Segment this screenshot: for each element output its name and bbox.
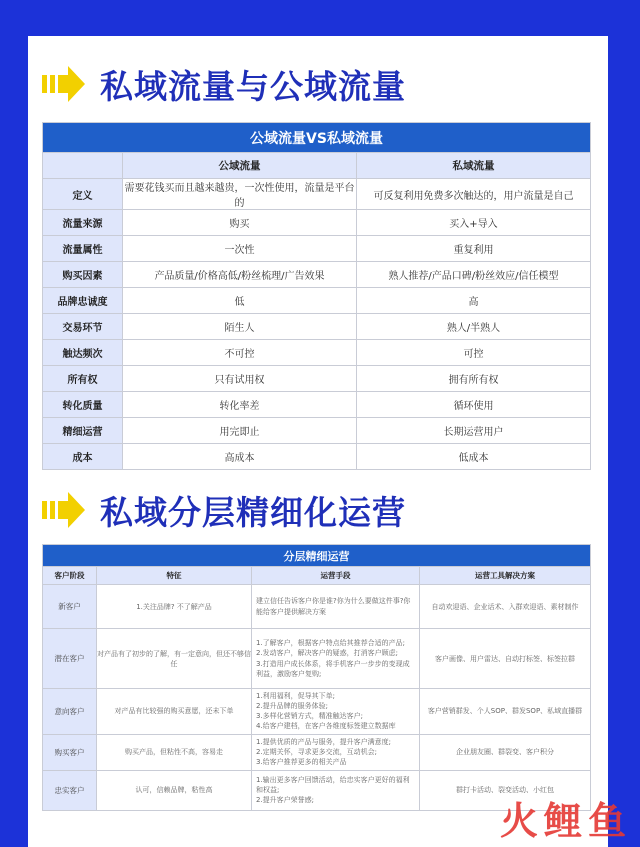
comparison-cell: 一次性 [123, 236, 357, 262]
section1-title: 私域流量与公域流量 [100, 66, 406, 106]
table-row [43, 236, 591, 262]
comparison-cell: 低成本 [357, 444, 591, 470]
operation-row-header: 潜在客户 [43, 629, 97, 689]
comparison-table [42, 122, 591, 470]
table-row [43, 418, 591, 444]
comparison-cell: 循环使用 [357, 392, 591, 418]
section1-header [42, 62, 406, 106]
operation-table-caption: 分层精细运营 [43, 545, 591, 567]
comparison-row-header: 流量来源 [43, 210, 123, 236]
comparison-cell: 熟人推荐/产品口碑/粉丝效应/信任模型 [357, 262, 591, 288]
comparison-cell: 可控 [357, 340, 591, 366]
comparison-cell: 陌生人 [123, 314, 357, 340]
operation-cell: 对产品有了初步的了解，有一定意向，但还不够信任 [97, 629, 252, 689]
comparison-cell: 买入+导入 [357, 210, 591, 236]
table-row [43, 210, 591, 236]
operation-cell: 客户画像、用户雷达、自动打标签、标签拉群 [420, 629, 591, 689]
table-row [43, 288, 591, 314]
table-row [43, 629, 591, 689]
operation-row-header: 意向客户 [43, 689, 97, 735]
comparison-cell: 拥有所有权 [357, 366, 591, 392]
operation-cell: 购买产品，但粘性不高，容易走 [97, 734, 252, 770]
comparison-column-header [43, 153, 123, 179]
comparison-cell: 转化率差 [123, 392, 357, 418]
table-row [43, 689, 591, 735]
operation-cell: 群打卡活动、裂变活动、小红包 [420, 770, 591, 810]
watermark-logo: 火鲤鱼 [499, 799, 632, 843]
operation-cell: 1.提供优质的产品与服务，提升客户满意度; 2.定期关怀，寻求更多交流，互动机会; 3.给客户推荐更多的相关产品 [252, 734, 420, 770]
section2-header [42, 488, 406, 532]
comparison-row-header: 品牌忠诚度 [43, 288, 123, 314]
comparison-cell: 高成本 [123, 444, 357, 470]
operation-column-header: 客户阶段 [43, 567, 97, 585]
operation-cell: 对产品有比较强的购买意愿，还未下单 [97, 689, 252, 735]
operation-column-header: 特征 [97, 567, 252, 585]
operation-row-header: 新客户 [43, 585, 97, 629]
comparison-cell: 不可控 [123, 340, 357, 366]
comparison-cell: 产品质量/价格高低/粉丝梳理/广告效果 [123, 262, 357, 288]
comparison-cell: 可反复利用免费多次触达的，用户流量是自己 [357, 179, 591, 210]
arrow-right-icon [42, 64, 86, 104]
operation-table [42, 544, 591, 811]
comparison-row-header: 流量属性 [43, 236, 123, 262]
comparison-cell: 长期运营用户 [357, 418, 591, 444]
comparison-cell: 高 [357, 288, 591, 314]
comparison-table-caption: 公域流量VS私域流量 [43, 123, 591, 153]
comparison-row-header: 所有权 [43, 366, 123, 392]
table-row [43, 734, 591, 770]
operation-cell: 1.利用福利，促导其下单; 2.提升品牌的服务体验; 3.多样化营销方式，精准触达客户; 4.给客户建档，在客户各维度标签建立数据库 [252, 689, 420, 735]
arrow-right-icon [42, 490, 86, 530]
comparison-cell: 用完即止 [123, 418, 357, 444]
comparison-cell: 熟人/半熟人 [357, 314, 591, 340]
comparison-cell: 只有试用权 [123, 366, 357, 392]
table-row [43, 585, 591, 629]
comparison-column-header: 私域流量 [357, 153, 591, 179]
comparison-row-header: 精细运营 [43, 418, 123, 444]
operation-cell: 1.输出更多客户回馈活动，给忠实客户更好的福利和权益; 2.提升客户荣誉感; [252, 770, 420, 810]
table-row [43, 340, 591, 366]
table-row [43, 392, 591, 418]
comparison-row-header: 触达频次 [43, 340, 123, 366]
comparison-cell: 重复利用 [357, 236, 591, 262]
section2-title: 私域分层精细化运营 [100, 492, 406, 532]
operation-column-header: 运营工具解决方案 [420, 567, 591, 585]
operation-cell: 认可，信赖品牌，粘性高 [97, 770, 252, 810]
operation-cell: 建立信任告诉客户你是谁?你为什么要做这件事?你能给客户提供解决方案 [252, 585, 420, 629]
operation-cell: 1.了解客户，根据客户特点给其推荐合适的产品; 2.发动客户，解决客户的疑惑，打消客户顾虑; 3.打造用户成长体系，将手机客户一步步的变现成利益，激励客户复购; [252, 629, 420, 689]
comparison-row-header: 购买因素 [43, 262, 123, 288]
operation-cell: 1.关注品牌? 不了解产品 [97, 585, 252, 629]
operation-cell: 客户营销群发、个人SOP、群发SOP、私域直播群 [420, 689, 591, 735]
comparison-cell: 购买 [123, 210, 357, 236]
operation-column-header: 运营手段 [252, 567, 420, 585]
document-sheet [28, 36, 608, 847]
table-row [43, 314, 591, 340]
comparison-cell: 低 [123, 288, 357, 314]
table-row [43, 444, 591, 470]
comparison-column-header: 公域流量 [123, 153, 357, 179]
table-row [43, 179, 591, 210]
comparison-row-header: 定义 [43, 179, 123, 210]
comparison-row-header: 交易环节 [43, 314, 123, 340]
table-row [43, 262, 591, 288]
comparison-row-header: 成本 [43, 444, 123, 470]
operation-row-header: 忠实客户 [43, 770, 97, 810]
table-row [43, 366, 591, 392]
comparison-cell: 需要花钱买而且越来越贵，一次性使用，流量是平台的 [123, 179, 357, 210]
operation-cell: 企业朋友圈、群裂变、客户积分 [420, 734, 591, 770]
comparison-row-header: 转化质量 [43, 392, 123, 418]
operation-cell: 自动欢迎语、企业话术、入群欢迎语、素材制作 [420, 585, 591, 629]
operation-row-header: 购买客户 [43, 734, 97, 770]
